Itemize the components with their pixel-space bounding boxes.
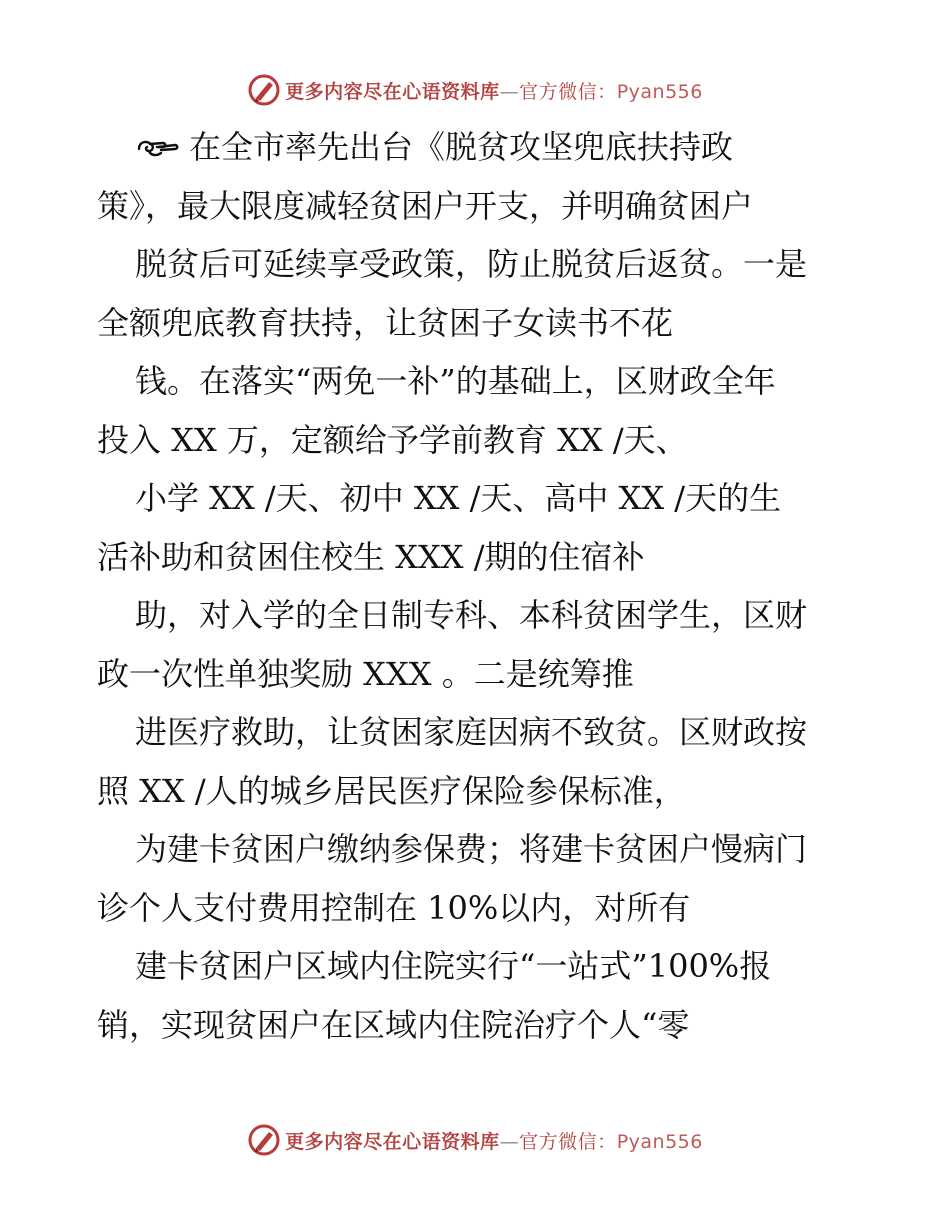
footer-banner-text xyxy=(285,1127,703,1154)
document-body xyxy=(97,118,857,1054)
header-contact-id: Pyan556 xyxy=(616,80,703,103)
footer-contact-label: 官方微信： xyxy=(519,1130,617,1153)
body-line: 政一次性单独奖励 XXX 。二是统筹推 xyxy=(97,654,634,693)
header-brand: 更多内容尽在心语资料库 xyxy=(285,80,500,103)
footer-banner xyxy=(0,1120,950,1160)
body-line: 策》，最大限度减轻贫困户开支，并明确贫困户 xyxy=(97,186,754,225)
pen-in-circle-logo-icon xyxy=(247,1123,281,1157)
body-line: 销，实现贫困户在区域内住院治疗个人“零 xyxy=(97,1005,690,1044)
body-line: 照 XX /人的城乡居民医疗保险参保标准， xyxy=(97,771,686,810)
body-line: 助，对入学的全日制专科、本科贫困学生，区财 xyxy=(135,596,808,634)
header-dash: — xyxy=(499,80,520,103)
header-banner-text xyxy=(285,77,703,104)
body-line: 建卡贫困户区域内住院实行“一站式”100%报 xyxy=(135,947,772,985)
body-line: 活补助和贫困住校生 XXX /期的住宿补 xyxy=(97,537,645,576)
footer-brand: 更多内容尽在心语资料库 xyxy=(285,1130,500,1153)
body-line: 为建卡贫困户缴纳参保费；将建卡贫困户慢病门 xyxy=(135,830,808,868)
body-line: 诊个人支付费用控制在 10%以内，对所有 xyxy=(97,888,691,927)
header-banner xyxy=(0,70,950,110)
body-line: 投入 XX 万，定额给予学前教育 XX /天、 xyxy=(97,420,688,459)
body-line: 小学 XX /天、初中 XX /天、高中 XX /天的生 xyxy=(135,479,782,517)
pointing-hand-icon xyxy=(135,136,183,160)
body-line: 全额兜底教育扶持，让贫困子女读书不花 xyxy=(97,303,674,342)
body-line: 进医疗救助，让贫困家庭因病不致贫。区财政按 xyxy=(135,713,808,751)
footer-contact-id: Pyan556 xyxy=(616,1130,703,1153)
header-contact-label: 官方微信： xyxy=(519,80,617,103)
body-line: 在全市率先出台《脱贫攻坚兜底扶持政 xyxy=(97,118,857,177)
footer-dash: — xyxy=(499,1130,520,1153)
body-line: 钱。在落实“两免一补”的基础上，区财政全年 xyxy=(135,362,776,400)
pen-in-circle-logo-icon xyxy=(247,73,281,107)
body-line: 脱贫后可延续享受政策，防止脱贫后返贫。一是 xyxy=(135,245,808,283)
